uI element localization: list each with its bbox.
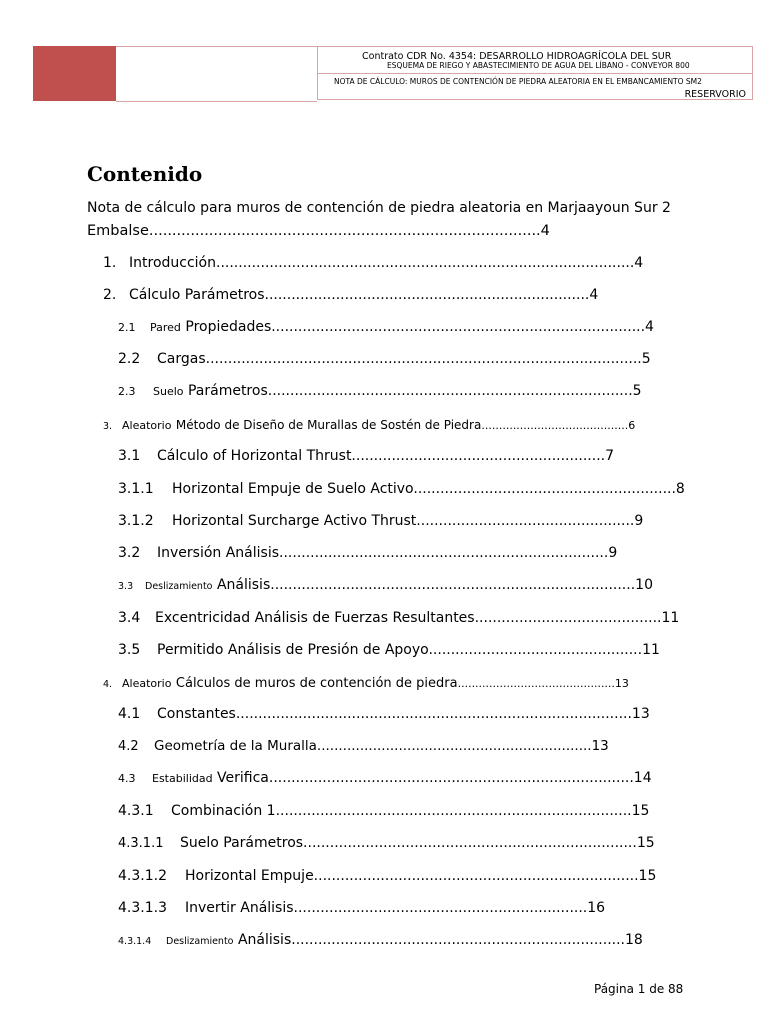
toc-text: Inversión Análisis..........................................................................9	[157, 545, 618, 561]
toc-entry-2[interactable]	[103, 287, 598, 303]
toc-number: 3.1.2	[118, 513, 154, 529]
toc-small-word: Deslizamiento	[145, 581, 213, 592]
toc-small-word: Pared	[150, 321, 181, 334]
header-contract: Contrato CDR No. 4354: DESARROLLO HIDROAGRÍCOLA DEL SUR	[362, 51, 672, 62]
toc-entry-2-2[interactable]	[118, 351, 651, 367]
toc-text: Combinación 1................................................................................15	[171, 803, 650, 819]
header-logo-block	[33, 46, 116, 101]
toc-number: 4.3	[118, 772, 136, 785]
toc-text: Excentricidad Análisis de Fuerzas Resultantes..........................................11	[155, 610, 680, 626]
toc-text: Invertir Análisis..................................................................16	[185, 900, 606, 916]
toc-entry-4-1[interactable]	[118, 706, 650, 722]
toc-text: Horizontal Empuje de Suelo Activo...........................................................8	[172, 481, 685, 497]
toc-text: Introducción..............................................................................................4	[129, 255, 644, 271]
toc-number: 4.1	[118, 706, 141, 722]
toc-text: Constantes.........................................................................................13	[157, 706, 650, 722]
header-scheme: ESQUEMA DE RIEGO Y ABASTECIMIENTO DE AGUA DEL LÍBANO - CONVEYOR 800	[387, 61, 690, 70]
toc-small-word: Estabilidad	[152, 772, 213, 785]
toc-entry-4-3-1-4[interactable]	[118, 932, 643, 948]
toc-number: 3.1.1	[118, 481, 154, 497]
header-reservoir: RESERVORIO	[684, 89, 746, 100]
toc-number: 2.3	[118, 385, 136, 398]
toc-entry-3[interactable]	[103, 417, 635, 433]
toc-number: 3.1	[118, 448, 141, 464]
toc-text: Suelo Parámetros...........................................................................15	[180, 835, 655, 851]
toc-text: Horizontal Surcharge Activo Thrust.................................................9	[172, 513, 644, 529]
toc-text: Cálculo of Horizontal Thrust.........................................................7	[157, 448, 615, 464]
header-info-box	[317, 46, 753, 100]
header-note-title: NOTA DE CÁLCULO: MUROS DE CONTENCIÓN DE PIEDRA ALEATORIA EN EL EMBANCAMIENTO SM2	[334, 77, 702, 86]
toc-text: Cálculo Parámetros.........................................................................4	[129, 287, 599, 303]
toc-entry-2-3[interactable]	[118, 383, 642, 399]
toc-small-word: Aleatorio	[122, 677, 172, 690]
toc-number: 4.3.1.2	[118, 868, 167, 884]
toc-number: 3.2	[118, 545, 141, 561]
toc-entry-4-3-1-1[interactable]	[118, 835, 655, 851]
toc-entry-4-3-1-2[interactable]	[118, 868, 656, 884]
toc-intro-line-2[interactable]: Embalse.....................................................................................4	[87, 223, 550, 239]
toc-number: 3.3	[118, 581, 134, 592]
toc-entry-4[interactable]	[103, 675, 629, 691]
toc-entry-3-4[interactable]	[118, 610, 679, 626]
toc-dots: .............................................13	[457, 677, 629, 690]
toc-text: Permitido Análisis de Presión de Apoyo................................................11	[157, 642, 660, 658]
toc-entry-3-2[interactable]	[118, 545, 617, 561]
toc-text: Análisis..................................................................................10	[216, 577, 653, 593]
toc-text: Geometría de la Muralla................................................................13	[154, 738, 609, 754]
toc-text: Cargas..................................................................................................5	[157, 351, 651, 367]
toc-number: 2.2	[118, 351, 141, 367]
toc-number: 4.3.1.3	[118, 900, 167, 916]
toc-number: 2.	[103, 287, 117, 303]
toc-text: Horizontal Empuje.........................................................................15	[185, 868, 657, 884]
page-number: Página 1 de 88	[594, 982, 684, 996]
toc-small-word: Suelo	[153, 385, 184, 398]
toc-number: 4.2	[118, 739, 139, 754]
toc-entry-4-3-1[interactable]	[118, 803, 649, 819]
toc-number: 3.	[103, 421, 113, 432]
toc-small-word: Aleatorio	[122, 419, 172, 432]
toc-text: Cálculos de muros de contención de piedra	[175, 676, 458, 691]
toc-text: Método de Diseño de Murallas de Sostén de Piedra	[175, 418, 482, 432]
toc-number: 3.4	[118, 610, 141, 626]
toc-intro-line-1[interactable]: Nota de cálculo para muros de contención de piedra aleatoria en Marjaayoun Sur 2	[87, 200, 671, 216]
toc-entry-3-1[interactable]	[118, 448, 614, 464]
header-row-top	[318, 47, 752, 74]
toc-text: Parámetros..................................................................................5	[187, 383, 642, 399]
page-title: Contenido	[87, 162, 203, 186]
toc-number: 4.3.1.4	[118, 936, 152, 947]
toc-dots: ..........................................6	[481, 419, 636, 432]
header-blank-cell	[116, 46, 317, 102]
toc-entry-3-5[interactable]	[118, 642, 660, 658]
toc-text: Verifica..................................................................................14	[217, 770, 652, 786]
toc-entry-1[interactable]	[103, 255, 643, 271]
toc-entry-3-3[interactable]	[118, 577, 653, 593]
toc-entry-3-1-1[interactable]	[118, 481, 685, 497]
toc-number: 3.5	[118, 642, 141, 658]
toc-number: 4.	[103, 679, 113, 690]
toc-entry-3-1-2[interactable]	[118, 513, 643, 529]
toc-text: Propiedades....................................................................................4	[185, 319, 654, 335]
toc-number: 4.3.1.1	[118, 836, 164, 851]
toc-number: 4.3.1	[118, 803, 154, 819]
toc-text: Análisis...........................................................................18	[237, 932, 643, 948]
toc-small-word: Deslizamiento	[166, 936, 234, 947]
toc-number: 1.	[103, 255, 117, 271]
toc-entry-4-3-1-3[interactable]	[118, 900, 605, 916]
toc-entry-4-3[interactable]	[118, 770, 652, 786]
toc-number: 2.1	[118, 321, 136, 334]
toc-entry-4-2[interactable]	[118, 738, 609, 754]
toc-entry-2-1[interactable]	[118, 319, 654, 335]
